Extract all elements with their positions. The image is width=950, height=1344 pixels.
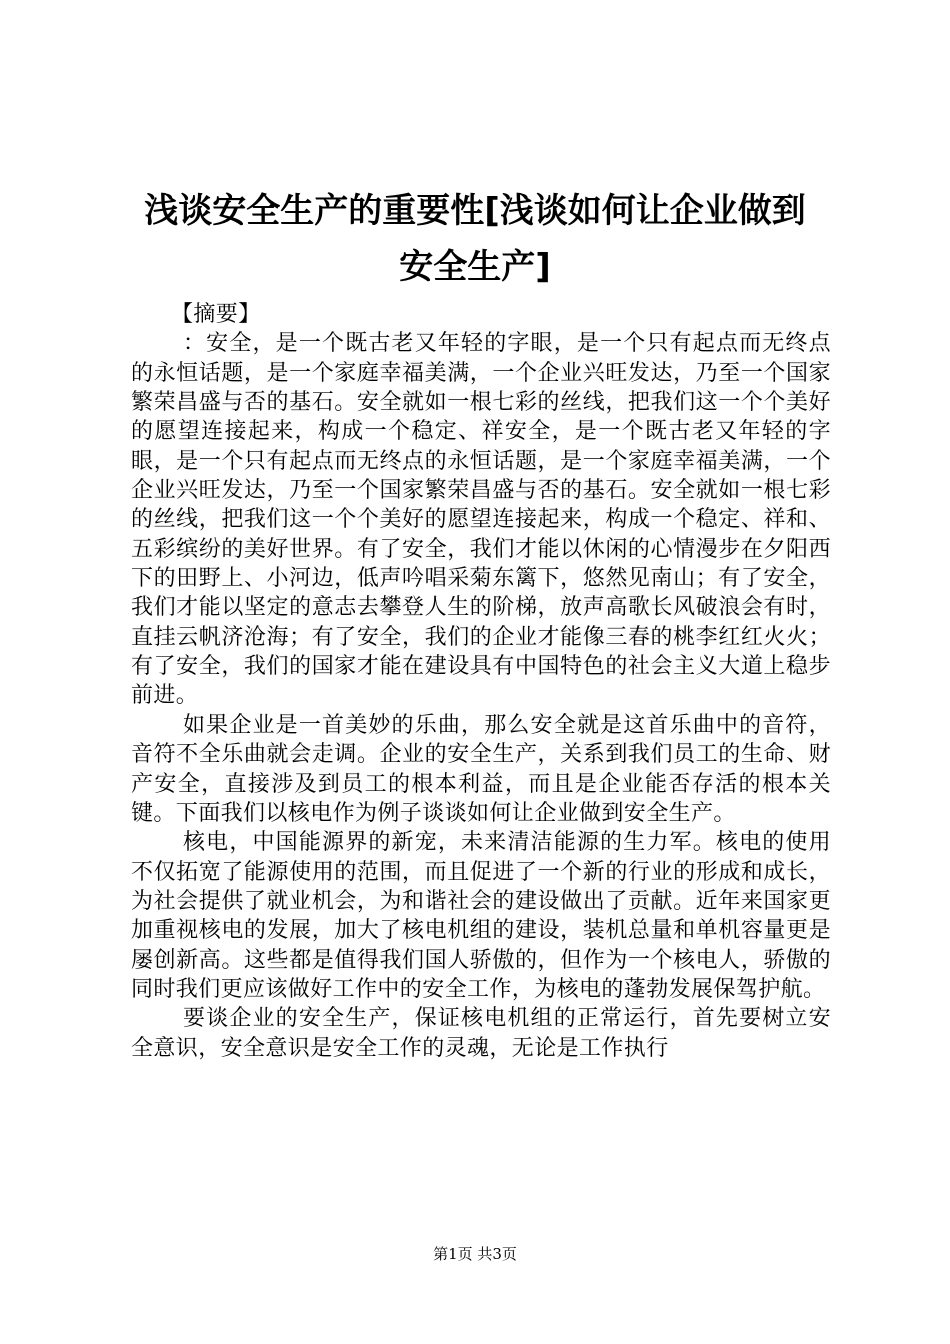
document-title-line-2: 安全生产] (399, 247, 551, 287)
paragraph-abstract: ：安全，是一个既古老又年轻的字眼，是一个只有起点而无终点的永恒话题，是一个家庭幸福美满，一个企业兴旺发达，乃至一个国家繁荣昌盛与否的基石。安全就如一根七彩的丝线，把我们这一个个美好的愿望连接起来，构成一个稳定、祥安全，是一个既古老又年轻的字眼，是一个只有起点而无终点的永恒话题，是一个家庭幸福美满，一个企业兴旺发达，乃至一个国家繁荣昌盛与否的基石。安全就如一根七彩的丝线，把我们这一个个美好的愿望连接起来，构成一个稳定、祥和、五彩缤纷的美好世界。有了安全，我们才能以休闲的心情漫步在夕阳西下的田野上、小河边，低声吟唱采菊东篱下，悠然见南山；有了安全，我们才能以坚定的意志去攀登人生的阶梯，放声高歌长风破浪会有时，直挂云帆济沧海；有了安全，我们的企业才能像三春的桃李红红火火；有了安全，我们的国家才能在建设具有中国特色的社会主义大道上稳步前进。 (131, 331, 831, 709)
document-title (120, 183, 830, 295)
document-title-line-1: 浅谈安全生产的重要性[浅谈如何让企业做到 (144, 191, 806, 231)
page-footer: 第1页 共3页 (433, 1245, 517, 1263)
paragraph-safety-awareness: 要谈企业的安全生产，保证核电机组的正常运行，首先要树立安全意识，安全意识是安全工作的灵魂，无论是工作执行 (131, 1006, 831, 1061)
document-body (131, 300, 831, 1063)
paragraph-nuclear-power: 核电，中国能源界的新宠，未来清洁能源的生力军。核电的使用不仅拓宽了能源使用的范围，而且促进了一个新的行业的形成和成长，为社会提供了就业机会，为和谐社会的建设做出了贡献。近年来国家更加重视核电的发展，加大了核电机组的建设，装机总量和单机容量更是屡创新高。这些都是值得我们国人骄傲的，但作为一个核电人，骄傲的同时我们更应该做好工作中的安全工作，为核电的蓬勃发展保驾护航。 (131, 830, 831, 1002)
paragraph-music-analogy: 如果企业是一首美妙的乐曲，那么安全就是这首乐曲中的音符，音符不全乐曲就会走调。企业的安全生产，关系到我们员工的生命、财产安全，直接涉及到员工的根本利益，而且是企业能否存活的根本关键。下面我们以核电作为例子谈谈如何让企业做到安全生产。 (131, 712, 831, 826)
abstract-heading: 【摘要】 (171, 302, 261, 327)
